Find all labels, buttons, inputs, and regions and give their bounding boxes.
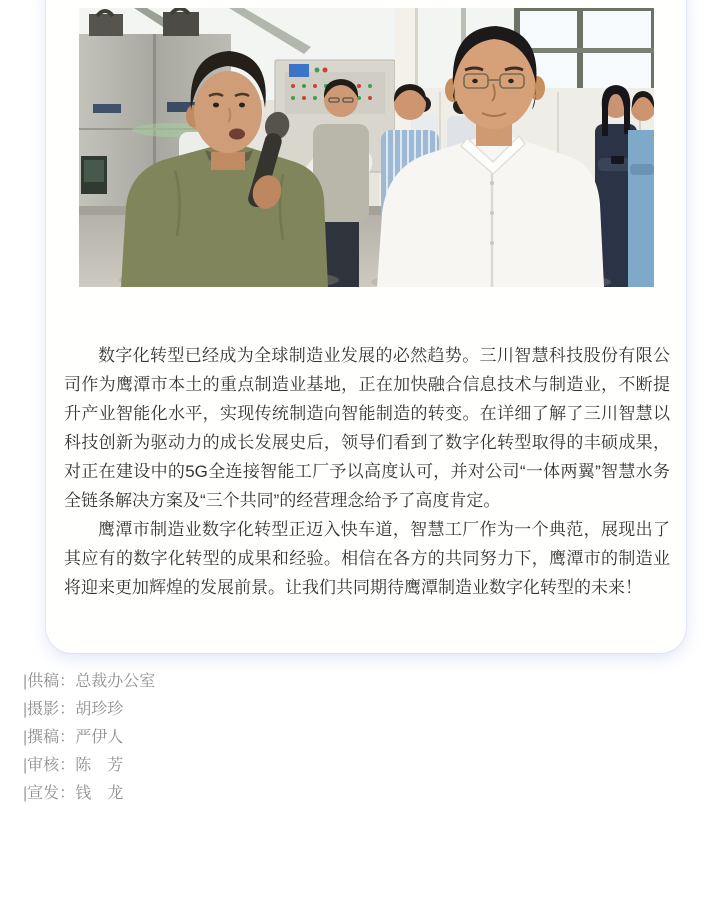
credit-row-publisher: [23, 780, 155, 808]
credit-row-contributor: [23, 668, 155, 696]
credit-colon: ：: [59, 673, 76, 690]
credit-row-reviewer: [23, 752, 155, 780]
factory-photo-illustration: [79, 8, 654, 287]
factory-tour-photo: [79, 8, 654, 287]
article-body: [46, 341, 686, 602]
credit-value: 陈 芳: [75, 757, 124, 774]
credits-list: [23, 668, 155, 808]
credit-pipe: |: [23, 729, 28, 746]
credit-pipe: |: [23, 757, 28, 774]
credit-pipe: |: [23, 673, 28, 690]
credit-label: 宣发: [27, 785, 60, 802]
credit-colon: ：: [59, 785, 76, 802]
credit-pipe: |: [23, 785, 28, 802]
credit-label: 摄影: [27, 701, 60, 718]
credit-label: 撰稿: [27, 729, 60, 746]
paragraph-1: 数字化转型已经成为全球制造业发展的必然趋势。三川智慧科技股份有限公司作为鹰潭市本土的重点制造业基地，正在加快融合信息技术与制造业，不断提升产业智能化水平，实现传统制造向智能制造的转变。在详细了解了三川智慧以科技创新为驱动力的成长发展史后，领导们看到了数字化转型取得的丰硕成果，对正在建设中的5G全连接智能工厂予以高度认可，并对公司“一体两翼”智慧水务全链条解决方案及“三个共同”的经营理念给予了高度肯定。: [64, 346, 670, 510]
content-card: [46, 0, 686, 653]
paragraph-2: 鹰潭市制造业数字化转型正迈入快车道，智慧工厂作为一个典范，展现出了其应有的数字化转型的成果和经验。相信在各方的共同努力下，鹰潭市的制造业将迎来更加辉煌的发展前景。让我们共同期待鹰潭制造业数字化转型的未来！: [64, 520, 670, 597]
credit-value: 总裁办公室: [75, 673, 156, 690]
credit-pipe: |: [23, 701, 28, 718]
credit-colon: ：: [59, 701, 76, 718]
credit-value: 胡珍珍: [75, 701, 124, 718]
credit-label: 审核: [27, 757, 60, 774]
credit-row-photographer: [23, 696, 155, 724]
credit-colon: ：: [59, 729, 76, 746]
credit-colon: ：: [59, 757, 76, 774]
credit-value: 严伊人: [75, 729, 124, 746]
credit-value: 钱 龙: [75, 785, 124, 802]
credit-row-writer: [23, 724, 155, 752]
credit-label: 供稿: [27, 673, 60, 690]
